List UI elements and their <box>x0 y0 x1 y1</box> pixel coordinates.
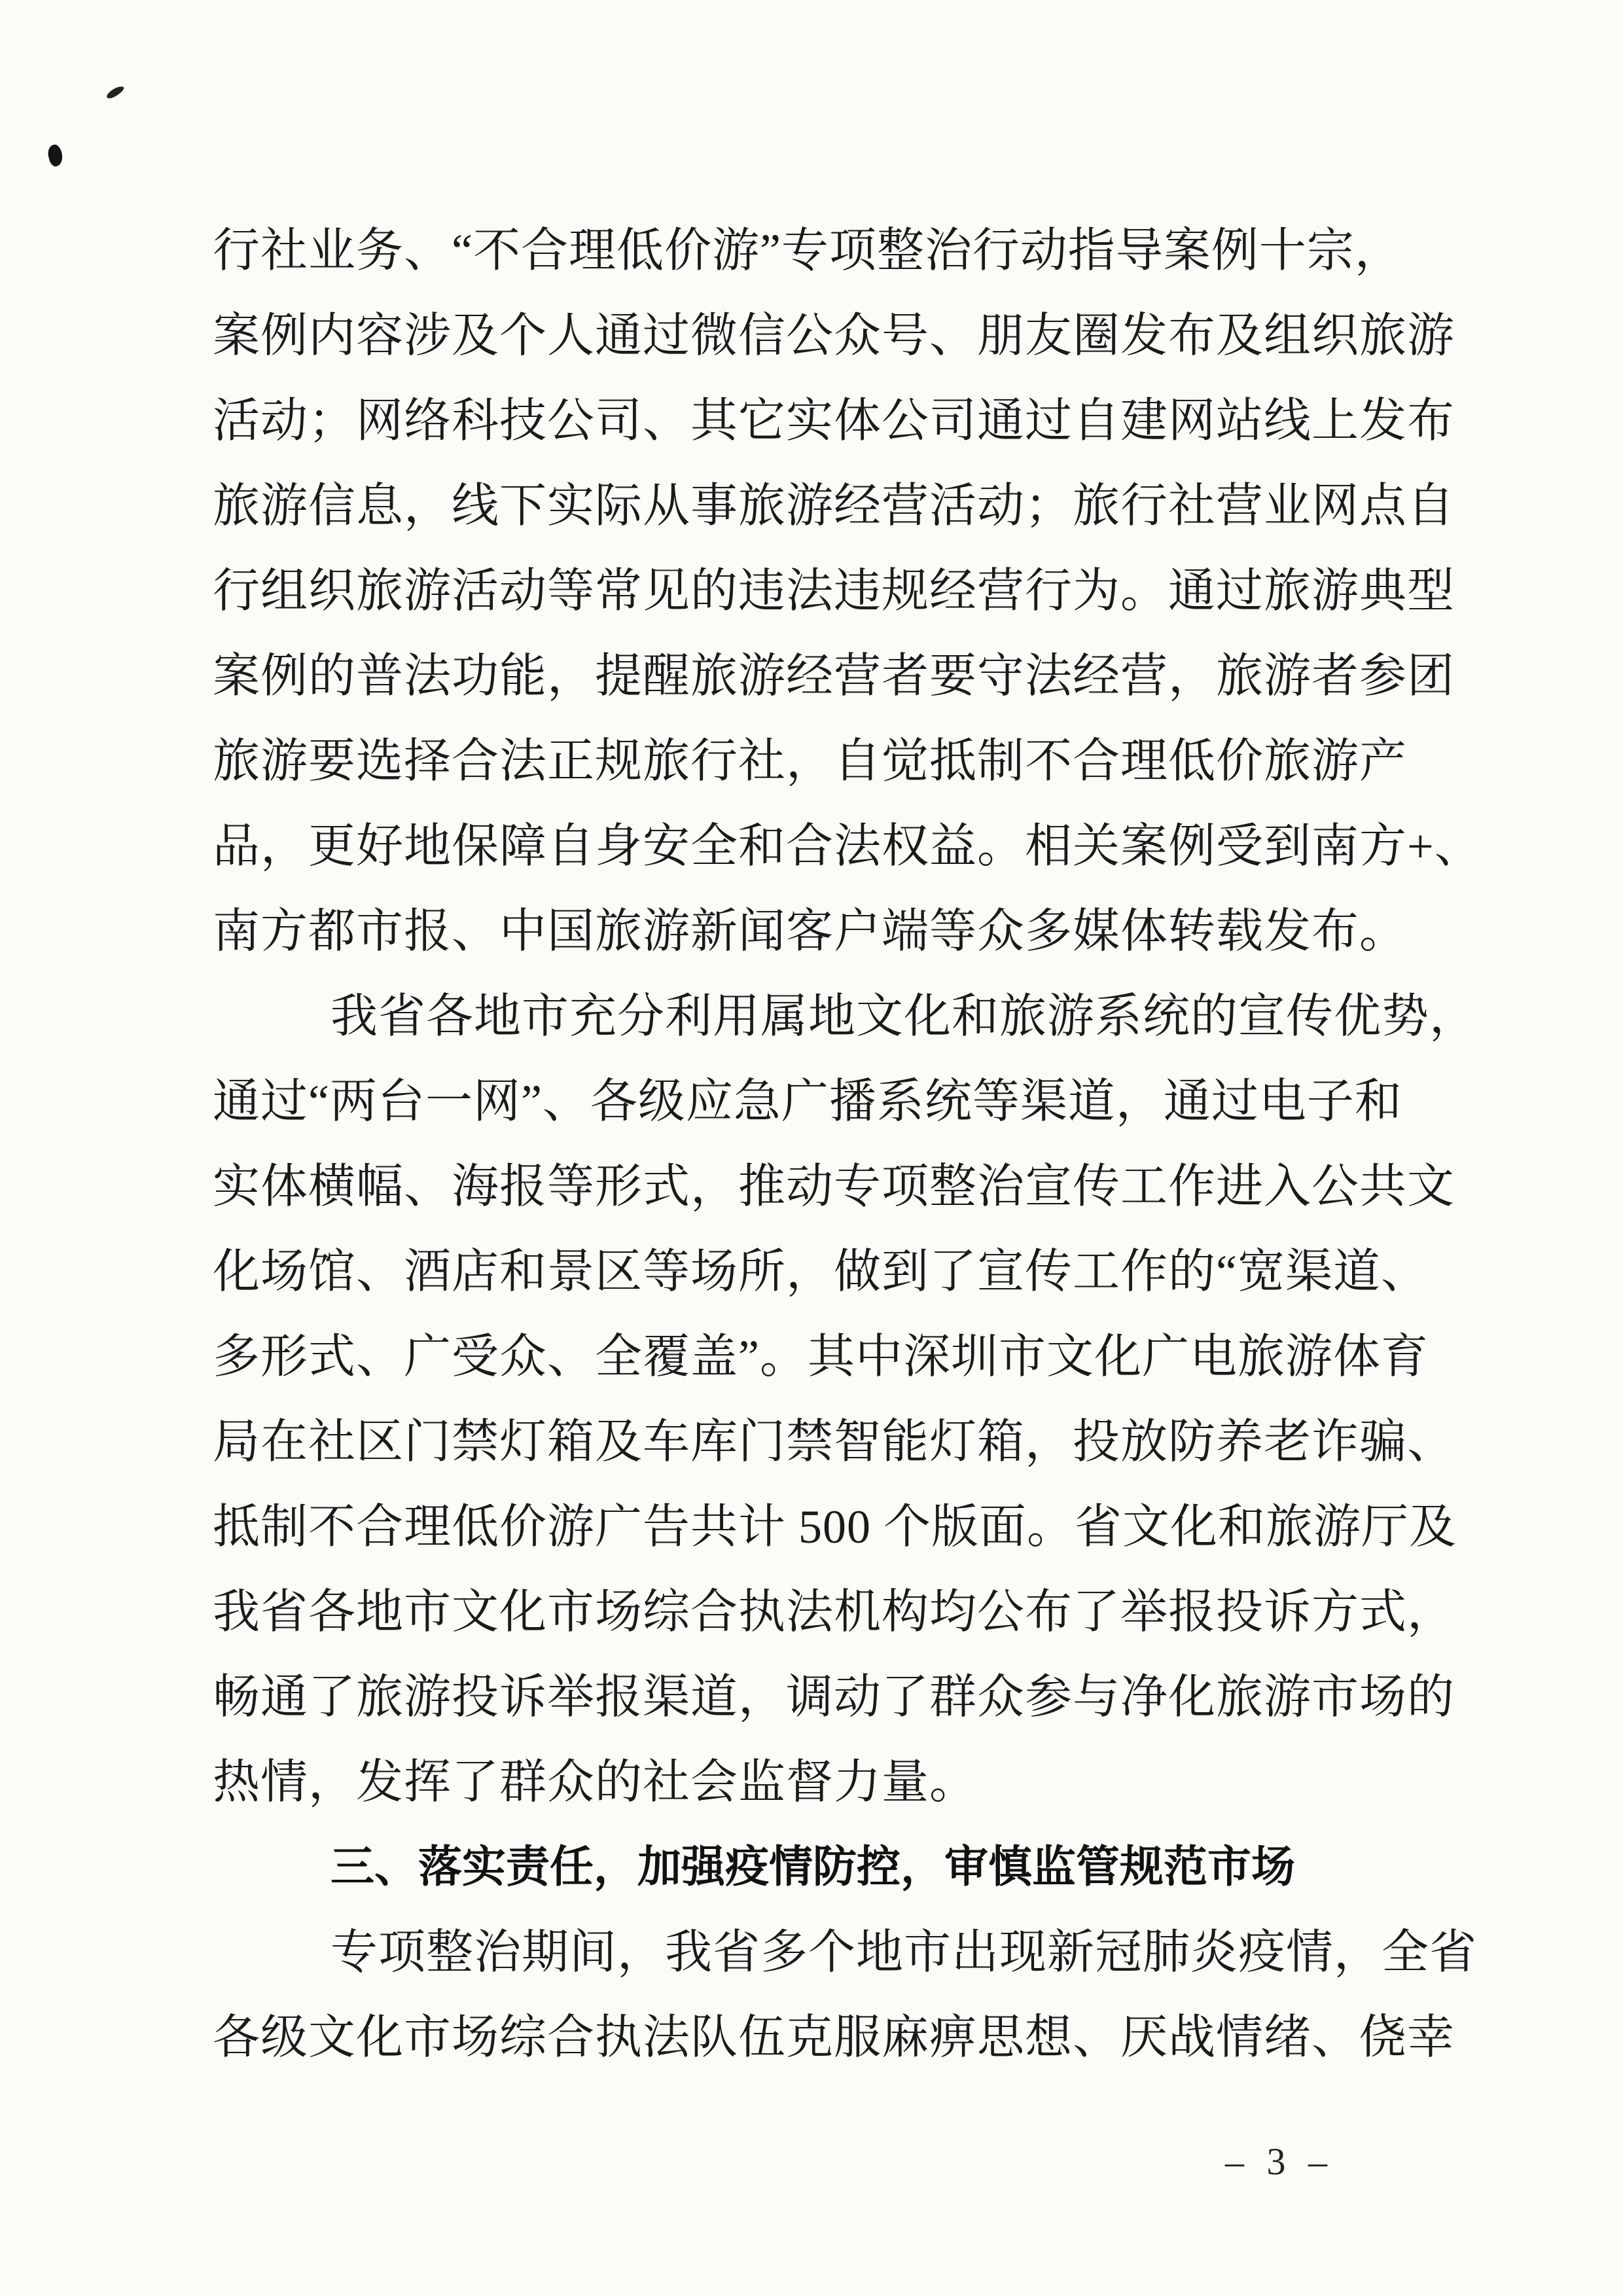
ink-speck-icon <box>46 143 64 168</box>
body-line: 畅通了旅游投诉举报渠道，调动了群众参与净化旅游市场的 <box>213 1671 1455 1723</box>
page-number: – 3 – <box>1225 2140 1334 2183</box>
section-heading: 三、落实责任，加强疫情防控，审慎监管规范市场 <box>330 1842 1295 1892</box>
body-line: 行社业务、“不合理低价游”专项整治行动指导案例十宗， <box>213 224 1402 277</box>
body-line: 案例内容涉及个人通过微信公众号、朋友圈发布及组织旅游 <box>213 310 1455 362</box>
body-line: 热情，发挥了群众的社会监督力量。 <box>213 1756 978 1808</box>
body-line: 活动；网络科技公司、其它实体公司通过自建网站线上发布 <box>213 395 1455 447</box>
document-body <box>213 208 1482 2080</box>
body-line: 案例的普法功能，提醒旅游经营者要守法经营，旅游者参团 <box>213 650 1455 702</box>
body-line: 南方都市报、中国旅游新闻客户端等众多媒体转载发布。 <box>213 905 1408 958</box>
body-line: 旅游信息，线下实际从事旅游经营活动；旅行社营业网点自 <box>213 480 1455 532</box>
body-line: 行组织旅游活动等常见的违法违规经营行为。通过旅游典型 <box>213 565 1455 617</box>
body-line: 多形式、广受众、全覆盖”。其中深圳市文化广电旅游体育 <box>213 1331 1429 1383</box>
ink-speck-icon <box>105 84 125 101</box>
body-line: 专项整治期间，我省多个地市出现新冠肺炎疫情，全省 <box>330 1926 1478 1979</box>
body-line: 实体横幅、海报等形式，推动专项整治宣传工作进入公共文 <box>213 1160 1455 1213</box>
body-line: 抵制不合理低价游广告共计 500 个版面。省文化和旅游厅及 <box>213 1501 1457 1553</box>
body-line: 化场馆、酒店和景区等场所，做到了宣传工作的“宽渠道、 <box>213 1246 1429 1298</box>
body-line: 我省各地市文化市场综合执法机构均公布了举报投诉方式， <box>213 1586 1455 1638</box>
body-line: 品，更好地保障自身安全和合法权益。相关案例受到南方+、 <box>213 820 1482 872</box>
body-line: 旅游要选择合法正规旅行社，自觉抵制不合理低价旅游产 <box>213 735 1408 787</box>
body-line: 各级文化市场综合执法队伍克服麻痹思想、厌战情绪、侥幸 <box>213 2011 1455 2064</box>
body-line: 我省各地市充分利用属地文化和旅游系统的宣传优势， <box>330 990 1478 1043</box>
body-line: 通过“两台一网”、各级应急广播系统等渠道，通过电子和 <box>213 1075 1402 1128</box>
body-line: 局在社区门禁灯箱及车库门禁智能灯箱，投放防养老诈骗、 <box>213 1416 1455 1468</box>
